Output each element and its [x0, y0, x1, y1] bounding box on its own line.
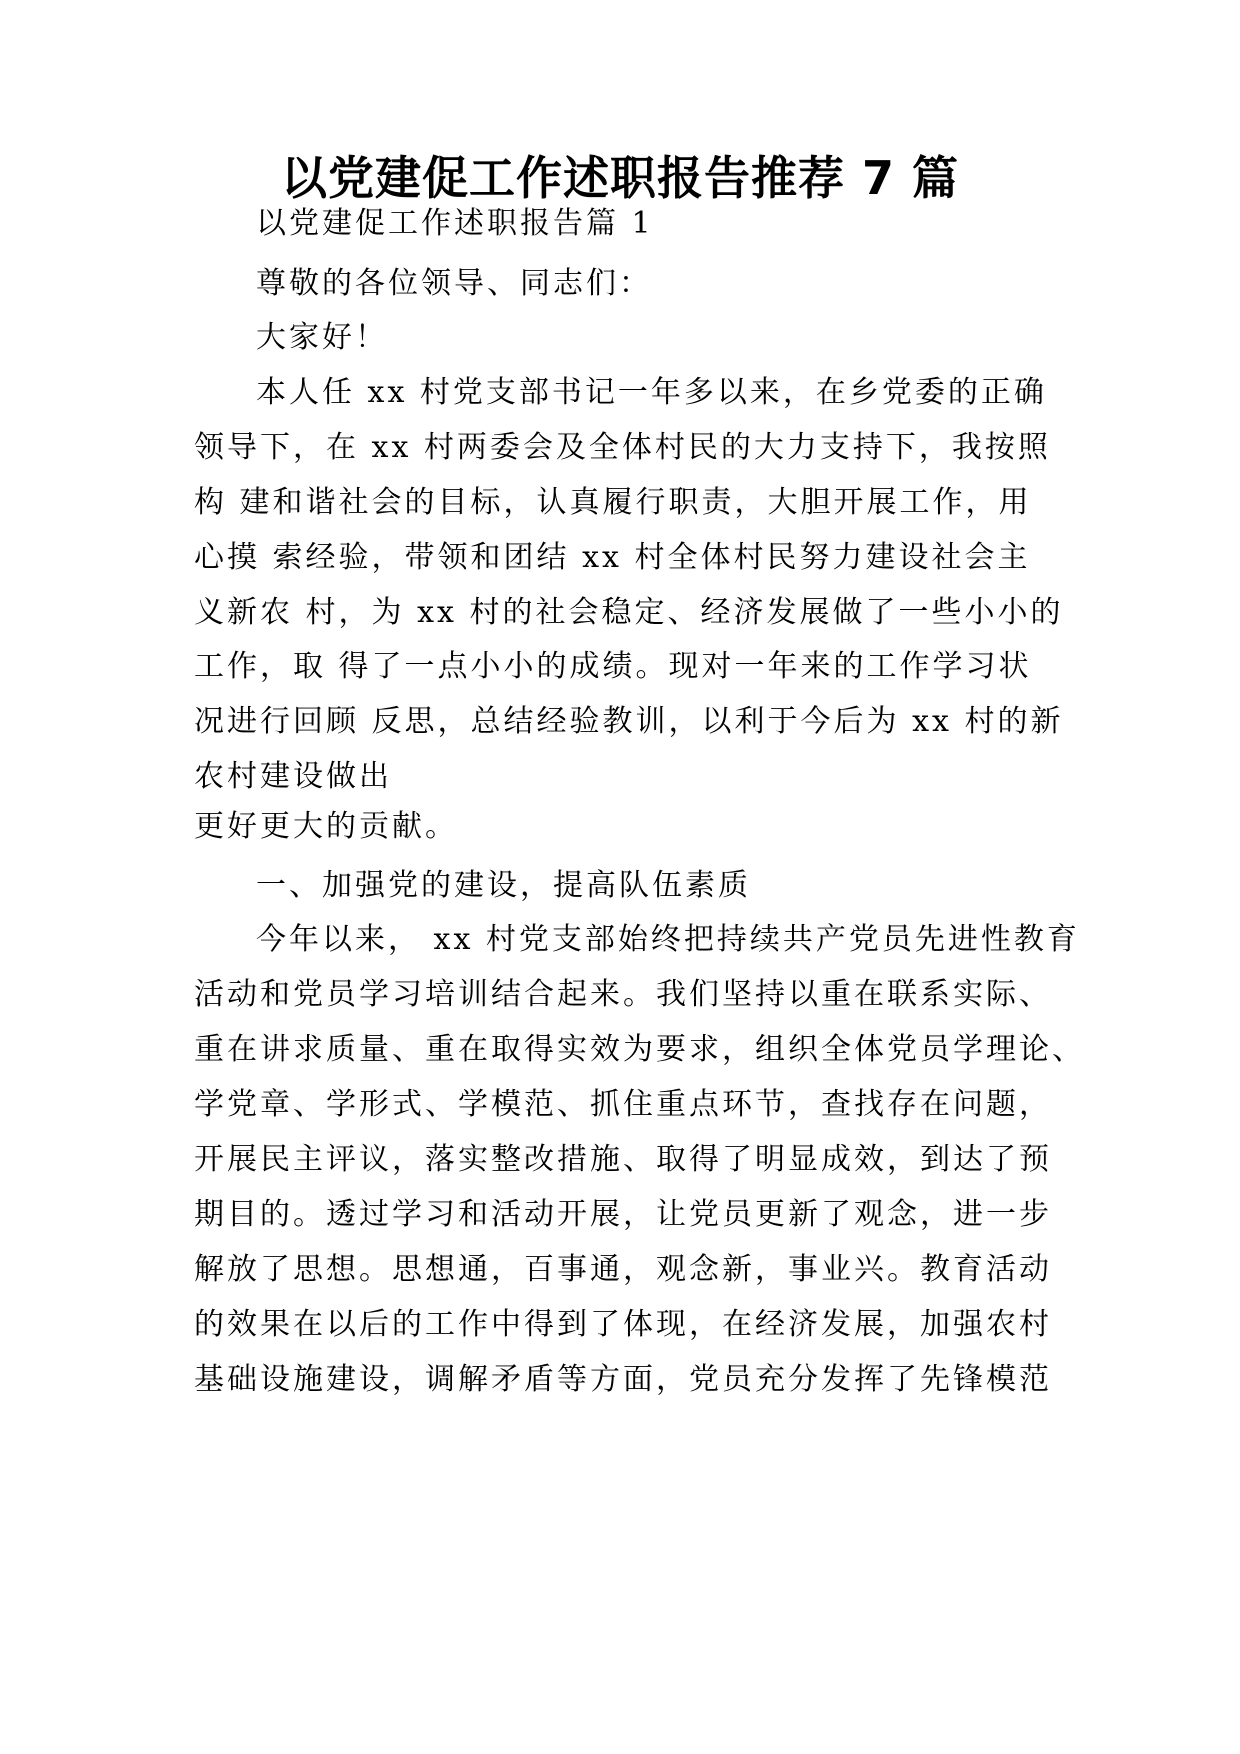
- document-title: 以党建促工作述职报告推荐 7 篇: [280, 151, 960, 205]
- paragraph-line: 的效果在以后的工作中得到了体现，在经济发展，加强农村: [194, 1307, 1052, 1342]
- paragraph-line: 义新农 村，为 xx 村的社会稳定、经济发展做了一些小小的: [194, 595, 1064, 630]
- paragraph-line: 心摸 索经验，带领和团结 xx 村全体村民努力建设社会主: [194, 540, 1031, 575]
- paragraph-line: 基础设施建设，调解矛盾等方面，党员充分发挥了先锋模范: [194, 1362, 1052, 1397]
- paragraph-line: 开展民主评议，落实整改措施、取得了明显成效，到达了预: [194, 1142, 1052, 1177]
- paragraph-line: 解放了思想。思想通，百事通，观念新，事业兴。教育活动: [194, 1252, 1052, 1287]
- salutation: 尊敬的各位领导、同志们：: [256, 266, 652, 301]
- paragraph-line: 农村建设做出: [194, 759, 392, 794]
- paragraph-line: 今年以来， xx 村党支部始终把持续共产党员先进性教育: [256, 922, 1080, 957]
- paragraph-line: 构 建和谐社会的目标，认真履行职责，大胆开展工作，用: [194, 485, 1032, 520]
- paragraph-line: 更好更大的贡献。: [194, 809, 458, 844]
- paragraph-line: 况进行回顾 反思，总结经验教训，以利于今后为 xx 村的新: [194, 704, 1064, 739]
- paragraph-line: 期目的。透过学习和活动开展，让党员更新了观念，进一步: [194, 1197, 1052, 1232]
- section-heading: 以党建促工作述职报告篇 1: [256, 206, 654, 241]
- paragraph-line: 重在讲求质量、重在取得实效为要求，组织全体党员学理论、: [194, 1032, 1085, 1067]
- paragraph-line: 领导下，在 xx 村两委会及全体村民的大力支持下，我按照: [194, 430, 1051, 465]
- paragraph-line: 学党章、学形式、学模范、抓住重点环节，查找存在问题，: [194, 1087, 1052, 1122]
- section-heading: 一、加强党的建设，提高队伍素质: [256, 868, 751, 903]
- paragraph-line: 本人任 xx 村党支部书记一年多以来，在乡党委的正确: [256, 375, 1047, 410]
- paragraph-line: 工作，取 得了一点小小的成绩。现对一年来的工作学习状: [194, 649, 1032, 684]
- greeting: 大家好！: [256, 320, 388, 355]
- paragraph-line: 活动和党员学习培训结合起来。我们坚持以重在联系实际、: [194, 977, 1052, 1012]
